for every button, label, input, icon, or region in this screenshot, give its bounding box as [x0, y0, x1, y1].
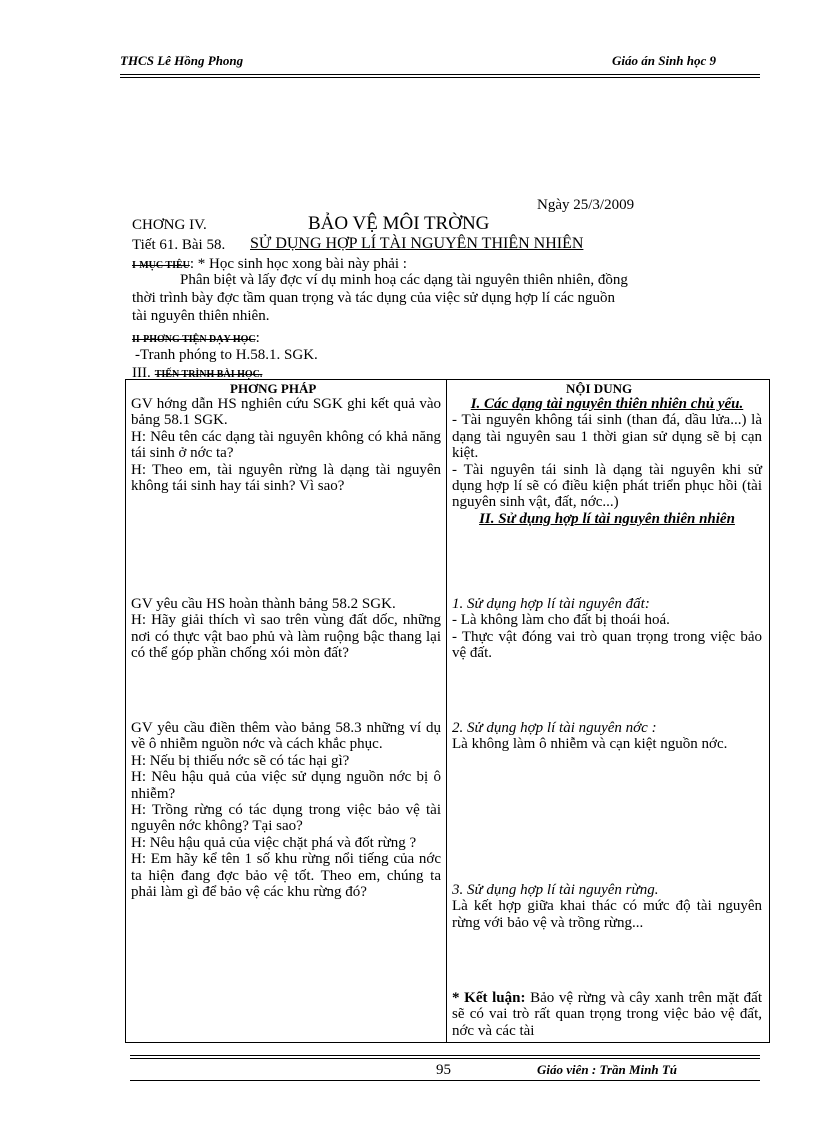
sub-2-title: 2. Sử dụng hợp lí tài nguyên nớc :: [452, 720, 657, 736]
sub-1-item: - Là không làm cho đất bị thoái hoá.: [452, 612, 670, 629]
goal-line-2: thời trình bày đợc tầm quan trọng và tác dụng của việc sử dụng hợp lí các nguồn: [132, 290, 616, 306]
method-block: GV yêu cầu HS hoàn thành bảng 58.2 SGK.: [131, 596, 396, 612]
method-block: H: Em hãy kể tên 1 số khu rừng nổi tiếng của nớc ta hiện đang đợc bảo vệ tốt. Theo em, chúng ta phải làm gì để bảo vệ các khu rừng đó?: [131, 851, 441, 901]
goal-line-3: tài nguyên thiên nhiên.: [132, 308, 270, 324]
header-subject: Giáo án Sinh học 9: [612, 53, 717, 68]
page-number: 95: [436, 1062, 451, 1078]
method-block: H: Nêu hậu quả của việc sử dụng nguồn nớc bị ô nhiễm?: [131, 769, 441, 802]
goal-line-1: Phân biệt và lấy đợc ví dụ minh hoạ các dạng tài nguyên thiên nhiên, đồng: [180, 272, 628, 288]
sub-3-item: Là kết hợp giữa khai thác có mức độ tài nguyên rừng với bảo vệ và trồng rừng...: [452, 898, 762, 931]
method-block: H: Nếu bị thiếu nớc sẽ có tác hại gì?: [131, 752, 350, 769]
goal-intro: : * Học sinh học xong bài này phải :: [189, 256, 407, 272]
chapter-title: BẢO VỆ MÔI TRỜNG: [308, 213, 490, 234]
method-block: H: Nêu tên các dạng tài nguyên không có khả năng tái sinh ở nớc ta?: [131, 428, 441, 462]
col-header-content: NỘI DUNG: [566, 381, 633, 396]
header-rule-2: [120, 77, 760, 78]
process-roman: III.: [132, 365, 151, 381]
goal-heading: I-MỤC TIÊU: [132, 260, 190, 271]
method-block: H: Hãy giải thích vì sao trên vùng đất dốc, những nơi có thực vật bao phủ và làm ruộng bậc thang lại có thể góp phần chống xói mòn đất?: [131, 612, 441, 662]
content-column-3: [452, 720, 762, 753]
content-column-2: [452, 596, 762, 662]
table-divider: [446, 379, 447, 1043]
tools-heading: II-PHƠNG TIỆN DẠY HỌC: [132, 334, 256, 345]
conclusion-text: Bảo vệ rừng và cây xanh trên mặt đất sẽ có vai trò rất quan trọng trong việc bảo vệ đất, nớc và các tài: [452, 990, 762, 1039]
footer-rule: [130, 1055, 760, 1056]
content-column-4: [452, 882, 762, 931]
footer-rule-3: [130, 1080, 760, 1081]
lesson-title: SỬ DỤNG HỢP LÍ TÀI NGUYÊN THIÊN NHIÊN: [250, 235, 584, 252]
sub-2-item: Là không làm ô nhiễm và cạn kiệt nguồn nớc.: [452, 736, 728, 753]
sub-1-title: 1. Sử dụng hợp lí tài nguyên đất:: [452, 596, 650, 612]
header-rule: [120, 74, 760, 75]
section-1-item: - Tài nguyên tái sinh là dạng tài nguyên khi sử dụng hợp lí sẽ có điều kiện phát triển phục hồi (tài nguyên sinh vật, đất, nớc...): [452, 461, 762, 511]
date: Ngày 25/3/2009: [537, 197, 635, 213]
conclusion: [452, 990, 762, 1041]
lesson-label: Tiết 61. Bài 58.: [132, 237, 226, 253]
tools-heading-line: [132, 329, 260, 347]
method-block: H: Theo em, tài nguyên rừng là dạng tài nguyên không tái sinh hay tái sinh? Vì sao?: [131, 461, 441, 495]
section-1-item: - Tài nguyên không tái sinh (than đá, dầu lửa...) là dạng tài nguyên sau 1 thời gian sử dụng sẽ bị cạn kiệt.: [452, 412, 762, 462]
sub-3-title: 3. Sử dụng hợp lí tài nguyên rừng.: [452, 882, 659, 898]
method-block: H: Trồng rừng có tác dụng trong việc bảo vệ tài nguyên nớc không? Tại sao?: [131, 802, 441, 835]
header-school: THCS Lê Hồng Phong: [120, 53, 244, 68]
method-column: [131, 396, 441, 494]
tools-colon: :: [255, 330, 260, 346]
method-column-3: [131, 720, 441, 900]
section-1-title: I. Các dạng tài nguyên thiên nhiên chủ yếu.: [470, 396, 744, 412]
conclusion-label: * Kết luận:: [452, 990, 526, 1006]
method-column-2: [131, 596, 441, 662]
footer-rule-2: [130, 1058, 760, 1059]
col-header-method: PHƠNG PHÁP: [230, 381, 317, 396]
method-block: GV yêu cầu điền thêm vào bảng 58.3 những ví dụ về ô nhiễm nguồn nớc và cách khắc phục.: [131, 720, 441, 753]
sub-1-item: - Thực vật đóng vai trò quan trọng trong việc bảo vệ đất.: [452, 628, 762, 662]
footer-teacher: Giáo viên : Trần Minh Tú: [537, 1062, 678, 1077]
content-column: [452, 396, 762, 527]
goal-line: [132, 255, 407, 273]
chapter-label: CHƠNG IV.: [132, 217, 207, 233]
section-2-title: II. Sử dụng hợp lí tài nguyên thiên nhiên: [479, 510, 735, 527]
method-block: GV hớng dẫn HS nghiên cứu SGK ghi kết quả vào bảng 58.1 SGK.: [131, 396, 441, 429]
tools-item: -Tranh phóng to H.58.1. SGK.: [135, 347, 318, 363]
process-heading: TIẾN TRÌNH BÀI HỌC.: [154, 369, 263, 380]
method-block: H: Nêu hậu quả của việc chặt phá và đốt rừng ?: [131, 834, 417, 851]
